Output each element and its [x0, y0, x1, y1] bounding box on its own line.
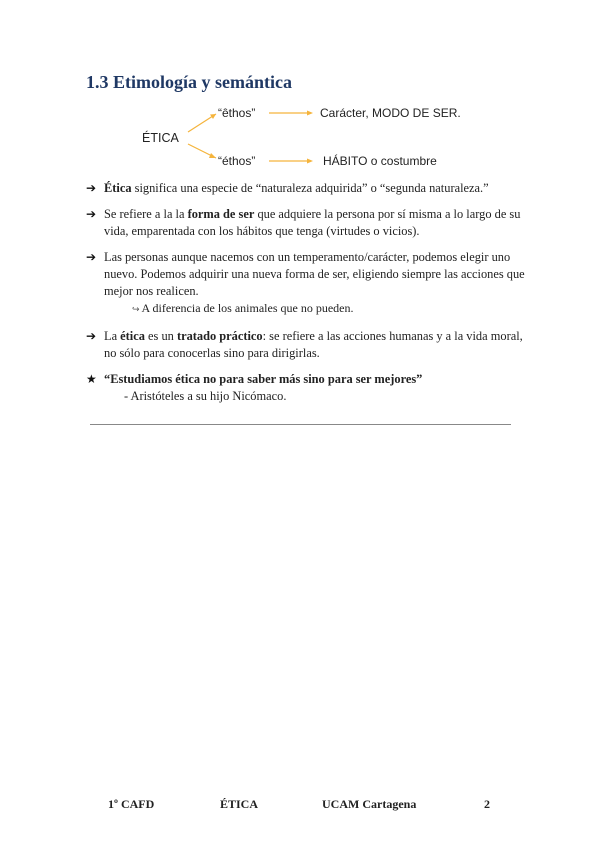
bold-term: tratado práctico	[176, 329, 263, 343]
star-icon: ★	[86, 372, 97, 386]
sub-note	[104, 300, 526, 319]
sub-arrow-icon: ↪	[132, 305, 140, 315]
page-footer	[0, 797, 600, 813]
bullet-text: La	[104, 329, 121, 343]
bullet-text: es un	[144, 329, 177, 343]
bullet-list	[86, 180, 526, 414]
quote-text: “Estudiamos ética no para saber más sino para ser mejores”	[104, 372, 423, 386]
bold-term: ética	[120, 329, 145, 343]
footer-page-number: 2	[484, 797, 490, 811]
bold-term: forma de ser	[187, 207, 255, 221]
bold-term: Ética	[104, 181, 132, 195]
list-item	[86, 249, 526, 319]
quote-attribution: - Aristóteles a su hijo Nicómaco.	[124, 389, 287, 403]
footer-course: 1º CAFD	[108, 797, 155, 811]
horizontal-rule	[90, 424, 511, 425]
arrowhead-top-icon	[210, 114, 216, 119]
bullet-text: Las personas aunque nacemos con un temperamento/carácter, podemos elegir uno nuevo. Podemos adquirir una nueva forma de ser, eligiendo siempre las acciones que mejor nos realicen.	[104, 250, 525, 298]
arrow-right-icon	[307, 111, 313, 116]
list-item	[86, 328, 526, 362]
list-item	[86, 180, 526, 197]
diagram-root: ÉTICA	[142, 131, 179, 145]
arrow-icon: ➔	[86, 329, 97, 343]
bullet-text: Se refiere a la la	[104, 207, 188, 221]
arrow-icon: ➔	[86, 181, 97, 195]
arrow-icon: ➔	[86, 207, 97, 221]
diagram-meaning-1: Carácter, MODO DE SER.	[320, 106, 461, 120]
list-item	[86, 206, 526, 240]
arrowhead-bottom-icon	[209, 153, 216, 158]
page-title: 1.3 Etimología y semántica	[86, 72, 292, 92]
sub-note-text: A diferencia de los animales que no pueden.	[141, 301, 354, 315]
bullet-text: : se refiere a las acciones humanas y a la vida moral, no sólo para conocerlas sino para dirigirlas.	[104, 329, 523, 360]
diagram-meaning-2: HÁBITO o costumbre	[323, 154, 437, 168]
arrow-right-icon	[307, 159, 313, 164]
diagram-word-2: “éthos”	[218, 154, 256, 168]
bullet-text: significa una especie de “naturaleza adquirida” o “segunda naturaleza.”	[131, 181, 489, 195]
footer-institution: UCAM Cartagena	[322, 797, 417, 811]
arrow-icon: ➔	[86, 250, 97, 264]
etymology-diagram	[130, 100, 470, 172]
bullet-text: que adquiere la persona por sí misma a lo largo de su vida, emparentada con los hábitos que tenga (virtudes o vicios).	[104, 207, 521, 238]
diagram-word-1: “êthos”	[218, 106, 256, 120]
footer-subject: ÉTICA	[220, 797, 259, 811]
list-item	[86, 371, 526, 405]
